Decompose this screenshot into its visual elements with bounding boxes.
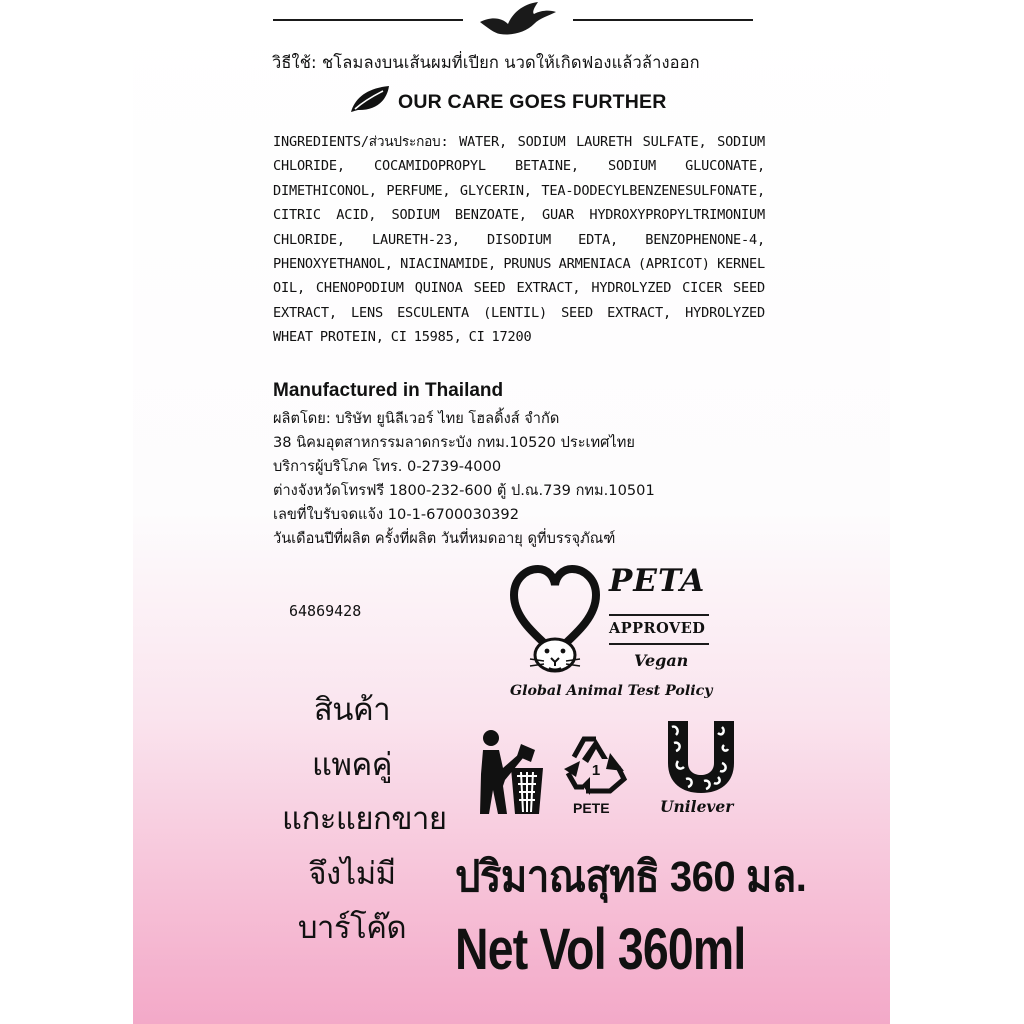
peta-divider-top <box>609 614 709 616</box>
address-line: วันเดือนปีที่ผลิต ครั้งที่ผลิต วันที่หมดอายุ ดูที่บรรจุภัณฑ์ <box>273 530 616 547</box>
leaf-icon <box>349 84 391 114</box>
barcode-note-line: สินค้า <box>313 692 391 728</box>
care-slogan: OUR CARE GOES FURTHER <box>398 91 667 113</box>
product-code: 64869428 <box>289 602 362 620</box>
barcode-note-line: แกะแยกขาย <box>282 801 447 837</box>
barcode-note-line: จึงไม่มี <box>308 855 396 892</box>
unilever-logo <box>666 719 736 795</box>
barcode-note <box>282 683 447 956</box>
net-volume-thai: ปริมาณสุทธิ 360 มล. <box>455 853 807 901</box>
address-line: บริการผู้บริโภค โทร. 0-2739-4000 <box>273 458 502 475</box>
address-line: ผลิตโดย: บริษัท ยูนิลีเวอร์ ไทย โฮลดิ้งส์ จำกัด <box>273 410 560 427</box>
ingredients-list: INGREDIENTS/ส่วนประกอบ: WATER, SODIUM LAURETH SULFATE, SODIUM CHLORIDE, COCAMIDOPROPYL BETAINE, SODIUM GLUCONATE, DIMETHICONOL, PERFUME, GLYCERIN, TEA-DODECYLBENZENESULFONATE, CITRIC ACID, SODIUM BENZOATE, GUAR HYDROXYPROPYLTRIMONIUM CHLORIDE, LAURETH-23, DISODIUM EDTA, BENZOPHENONE-4, PHENOXYETHANOL, NIACINAMIDE, PRUNUS ARMENIACA (APRICOT) KERNEL OIL, CHENOPODIUM QUINOA SEED EXTRACT, HYDROLYZED CICER SEED EXTRACT, LENS ESCULENTA (LENTIL) SEED EXTRACT, HYDROLYZED WHEAT PROTEIN, CI 15985, CI 17200 <box>273 134 765 346</box>
peta-vegan: Vegan <box>634 651 689 670</box>
manufacturer-address <box>273 407 655 551</box>
top-rule-right <box>573 19 753 21</box>
tidyman-icon <box>473 728 545 818</box>
net-volume-english: Net Vol 360ml <box>455 917 746 982</box>
dove-icon <box>478 0 558 38</box>
brand-name: Unilever <box>660 797 734 816</box>
peta-divider-bottom <box>609 643 709 645</box>
bunny-heart-icon <box>508 565 602 677</box>
peta-policy: Global Animal Test Policy <box>510 683 713 699</box>
manufactured-in: Manufactured in Thailand <box>273 380 504 401</box>
usage-instructions: วิธีใช้: ชโลมลงบนเส้นผมที่เปียก นวดให้เกิดฟองแล้วล้างออก <box>272 53 700 72</box>
address-line: 38 นิคมอุตสาหกรรมลาดกระบัง กทม.10520 ประเทศไทย <box>273 434 635 451</box>
barcode-note-line: บาร์โค๊ด <box>297 910 407 946</box>
address-line: เลขที่ใบรับจดแจ้ง 10-1-6700030392 <box>273 506 520 523</box>
recycle-icon <box>562 733 630 797</box>
peta-name: PETA <box>609 563 706 599</box>
pete-label: PETE <box>573 800 610 816</box>
recycle-number: 1 <box>591 762 601 779</box>
top-rule-left <box>273 19 463 21</box>
barcode-note-line: แพคคู่ <box>312 746 392 783</box>
address-line: ต่างจังหวัดโทรฟรี 1800-232-600 ตู้ ป.ณ.739 กทม.10501 <box>273 482 655 499</box>
peta-approved: APPROVED <box>609 620 706 637</box>
